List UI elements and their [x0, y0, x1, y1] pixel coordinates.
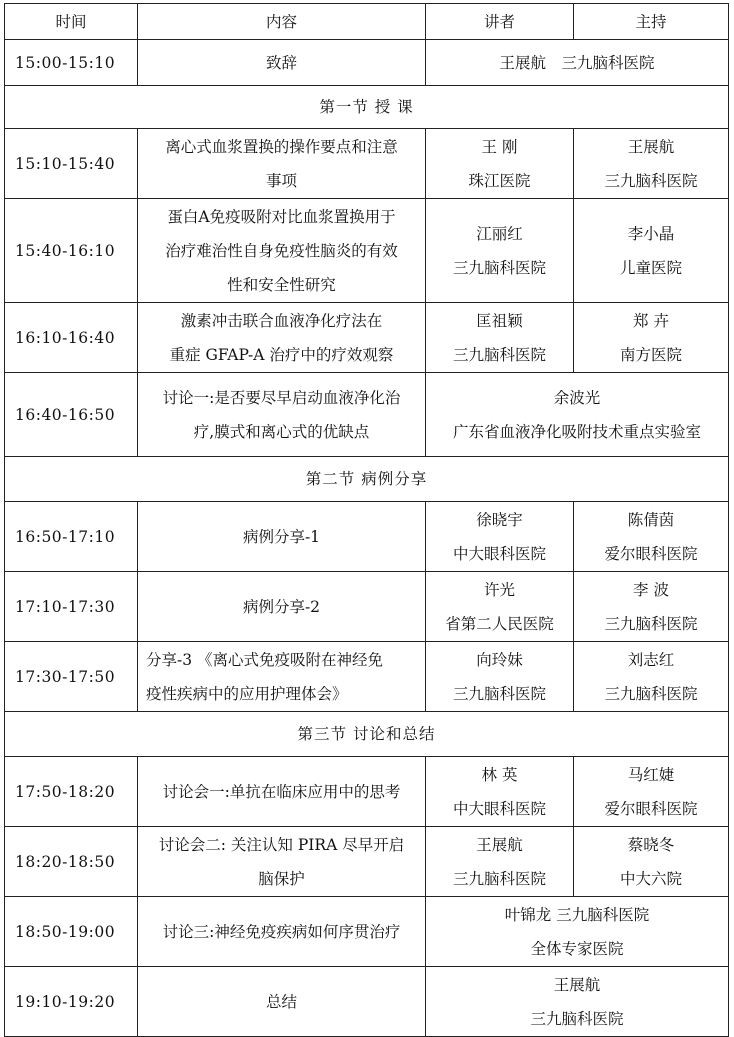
- host-cell: [574, 199, 729, 303]
- speaker-hospital: 中大眼科医院: [452, 799, 546, 818]
- content-line: 总结: [265, 992, 297, 1011]
- time-cell: 15:00-15:10: [5, 40, 138, 86]
- table-row: [5, 303, 729, 373]
- speaker-name: 向玲妹: [476, 650, 523, 669]
- merged-line: 广东省血液净化吸附技术重点实验室: [452, 422, 701, 441]
- host-hospital: 爱尔眼科医院: [604, 544, 698, 563]
- content-line: 讨论会一:单抗在临床应用中的思考: [162, 782, 401, 801]
- merged-line: 三九脑科医院: [530, 1009, 624, 1028]
- header-speaker: 讲者: [426, 4, 574, 40]
- table-row: [5, 40, 729, 86]
- content-cell: [138, 827, 426, 897]
- host-hospital: 三九脑科医院: [604, 684, 698, 703]
- speaker-cell: [426, 642, 574, 712]
- host-cell: [574, 572, 729, 642]
- speaker-hospital: 珠江医院: [468, 171, 531, 190]
- speaker-cell: [426, 572, 574, 642]
- content-line: 疫性疾病中的应用护理体会》: [146, 684, 348, 703]
- header-time: 时间: [5, 4, 138, 40]
- section-title: [5, 457, 729, 502]
- content-line: 激素冲击联合血液净化疗法在: [180, 311, 383, 330]
- host-name: 蔡晓冬: [627, 835, 675, 854]
- host-cell: [574, 642, 729, 712]
- host-name: 郑 卉: [633, 311, 669, 330]
- table-row: [5, 967, 729, 1037]
- content-line: 分享-3 《离心式免疫吸附在神经免: [146, 650, 384, 669]
- speaker-name: 林 英: [481, 765, 518, 784]
- content-line: 病例分享-2: [242, 597, 321, 616]
- section-title-text: 第三节 讨论和总结: [297, 725, 436, 743]
- time-cell: 15:40-16:10: [5, 199, 138, 303]
- host-name: 王展航: [627, 137, 675, 156]
- speaker-hospital: 三九脑科医院: [452, 684, 546, 703]
- time-cell: 18:50-19:00: [5, 897, 138, 967]
- host-hospital: 爱尔眼科医院: [604, 799, 698, 818]
- time-cell: 18:20-18:50: [5, 827, 138, 897]
- content-cell: [138, 199, 426, 303]
- content-line: 讨论会二: 关注认知 PIRA 尽早开启: [158, 835, 405, 854]
- speaker-hospital: 三九脑科医院: [452, 258, 546, 277]
- content-cell: [138, 642, 426, 712]
- host-name: 李 波: [633, 580, 669, 599]
- host-cell: [574, 303, 729, 373]
- content-cell: [138, 897, 426, 967]
- time-cell: 19:10-19:20: [5, 967, 138, 1037]
- host-hospital: 三九脑科医院: [604, 614, 698, 633]
- host-hospital: 儿童医院: [619, 258, 682, 277]
- host-name: 马红婕: [627, 765, 675, 784]
- content-line: 脑保护: [258, 869, 305, 888]
- section-title-text: 第二节 病例分享: [305, 470, 428, 488]
- content-cell: [138, 373, 426, 457]
- speaker-name: 王展航: [476, 835, 523, 854]
- content-line: 离心式血浆置换的操作要点和注意: [165, 137, 398, 156]
- speaker-host-merged-cell: [426, 967, 729, 1037]
- speaker-host-merged-cell: [426, 897, 729, 967]
- speaker-host-merged-cell: [426, 40, 729, 86]
- speaker-host-merged-cell: [426, 373, 729, 457]
- content-line: 致辞: [265, 53, 297, 72]
- content-cell: [138, 757, 426, 827]
- section-title: [5, 86, 729, 129]
- merged-line: 王展航 三九脑科医院: [499, 53, 655, 72]
- section-title: [5, 712, 729, 757]
- content-cell: [138, 129, 426, 199]
- time-cell: 16:10-16:40: [5, 303, 138, 373]
- content-line: 讨论一:是否要尽早启动血液净化治: [162, 388, 401, 407]
- table-row: [5, 827, 729, 897]
- speaker-cell: [426, 199, 574, 303]
- merged-line: 叶锦龙 三九脑科医院: [504, 905, 650, 924]
- content-cell: [138, 967, 426, 1037]
- content-cell: [138, 303, 426, 373]
- content-line: 讨论三:神经免疫疾病如何序贯治疗: [162, 922, 401, 941]
- time-cell: 17:50-18:20: [5, 757, 138, 827]
- host-name: 陈倩茵: [627, 510, 675, 529]
- merged-line: 余波光: [553, 388, 601, 407]
- table-row: [5, 129, 729, 199]
- speaker-cell: [426, 827, 574, 897]
- speaker-cell: [426, 757, 574, 827]
- host-cell: [574, 129, 729, 199]
- section-row: [5, 457, 729, 502]
- host-cell: [574, 827, 729, 897]
- speaker-name: 江丽红: [476, 224, 523, 243]
- table-row: [5, 642, 729, 712]
- speaker-hospital: 三九脑科医院: [452, 345, 546, 364]
- header-content: 内容: [138, 4, 426, 40]
- section-row: [5, 86, 729, 129]
- speaker-name: 许光: [483, 580, 515, 599]
- speaker-hospital: 三九脑科医院: [452, 869, 546, 888]
- header-row: [5, 4, 729, 40]
- content-cell: [138, 40, 426, 86]
- table-row: [5, 897, 729, 967]
- content-line: 治疗难治性自身免疫性脑炎的有效: [165, 241, 398, 260]
- time-cell: 16:50-17:10: [5, 502, 138, 572]
- table-row: [5, 199, 729, 303]
- host-cell: [574, 757, 729, 827]
- speaker-hospital: 中大眼科医院: [452, 544, 546, 563]
- speaker-name: 徐晓宇: [476, 510, 523, 529]
- content-cell: [138, 572, 426, 642]
- content-line: 疗,膜式和离心式的优缺点: [193, 422, 370, 441]
- speaker-cell: [426, 303, 574, 373]
- content-line: 病例分享-1: [242, 527, 321, 546]
- merged-line: 王展航: [553, 975, 601, 994]
- host-name: 刘志红: [627, 650, 675, 669]
- section-row: [5, 712, 729, 757]
- table-row: [5, 373, 729, 457]
- time-cell: 16:40-16:50: [5, 373, 138, 457]
- table-row: [5, 757, 729, 827]
- content-line: 性和安全性研究: [227, 275, 336, 294]
- table-row: [5, 572, 729, 642]
- content-line: 事项: [265, 171, 297, 190]
- host-hospital: 三九脑科医院: [604, 171, 698, 190]
- content-line: 重症 GFAP-A 治疗中的疗效观察: [169, 345, 394, 364]
- speaker-name: 王 刚: [481, 137, 518, 156]
- host-cell: [574, 502, 729, 572]
- time-cell: 17:10-17:30: [5, 572, 138, 642]
- speaker-cell: [426, 502, 574, 572]
- time-cell: 17:30-17:50: [5, 642, 138, 712]
- section-title-text: 第一节 授 课: [319, 98, 414, 116]
- table-row: [5, 502, 729, 572]
- header-host: 主持: [574, 4, 729, 40]
- host-hospital: 中大六院: [619, 869, 682, 888]
- speaker-name: 匡祖颖: [476, 311, 523, 330]
- content-line: 蛋白A免疫吸附对比血浆置换用于: [167, 207, 396, 226]
- merged-line: 全体专家医院: [530, 939, 624, 958]
- speaker-cell: [426, 129, 574, 199]
- content-cell: [138, 502, 426, 572]
- speaker-hospital: 省第二人民医院: [445, 614, 554, 633]
- host-hospital: 南方医院: [619, 345, 682, 364]
- agenda-table: [4, 3, 729, 1037]
- host-name: 李小晶: [627, 224, 675, 243]
- time-cell: 15:10-15:40: [5, 129, 138, 199]
